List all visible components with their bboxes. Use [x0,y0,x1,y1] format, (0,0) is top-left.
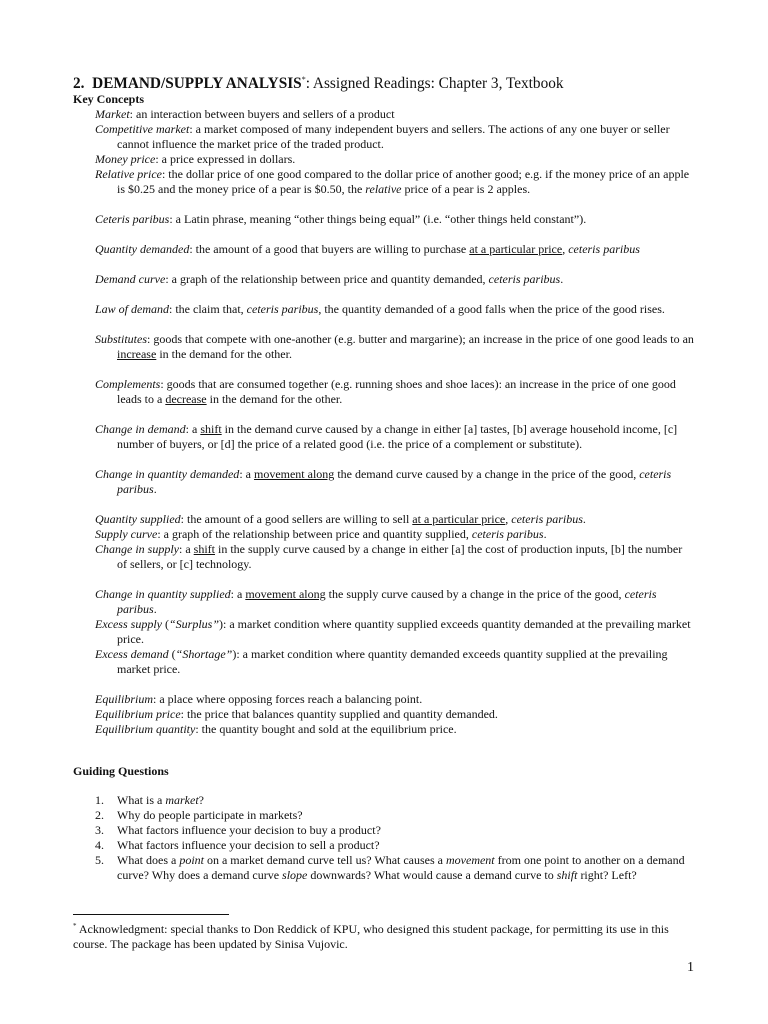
footnote-text: Acknowledgment: special thanks to Don Reddick of KPU, who designed this student package, for permitting its use in this course. The package has been updated by Sinisa Vujovic. [73,922,669,951]
assigned-readings: : Assigned Readings: Chapter 3, Textbook [305,75,564,93]
definition-law-of-demand: Law of demand: the claim that, ceteris paribus, the quantity demanded of a good falls when the price of the good rises. [95,302,665,316]
definition-complements: Complements: goods that are consumed together (e.g. running shoes and shoe laces): an increase in the price of one good leads to a decrease in the demand for the other. [95,377,676,406]
key-concepts-heading: Key Concepts [73,92,144,106]
definition-equilibrium-price: Equilibrium price: the price that balances quantity supplied and quantity demanded. [95,707,498,721]
title-footnote-mark: * [301,75,306,84]
definition-equilibrium: Equilibrium: a place where opposing forces reach a balancing point. [95,692,423,706]
question-item: 4. What factors influence your decision to sell a product? [95,838,380,852]
definition-quantity-demanded: Quantity demanded: the amount of a good that buyers are willing to purchase at a particular price, ceteris paribus [95,242,640,256]
section-number: 2. [73,75,85,93]
definition-supply-curve: Supply curve: a graph of the relationship between price and quantity supplied, ceteris paribus. [95,527,547,541]
footnote-mark: * [73,922,77,930]
definition-change-in-supply: Change in supply: a shift in the supply curve caused by a change in either [a] the cost of production inputs, [b] the number of sellers, or [c] technology. [95,542,683,571]
definition-excess-supply: Excess supply (“Surplus”): a market condition where quantity supplied exceeds quantity demanded at the prevailing market price. [95,617,691,646]
definition-excess-demand: Excess demand (“Shortage”): a market condition where quantity demanded exceeds quantity supplied at the prevailing market price. [95,647,668,676]
guiding-questions-heading: Guiding Questions [73,764,169,778]
footnote [73,919,693,952]
definition-change-in-quantity-supplied: Change in quantity supplied: a movement along the supply curve caused by a change in the price of the good, ceteris paribus. [95,587,657,616]
question-item: 2. Why do people participate in markets? [95,808,303,822]
definition-competitive-market: Competitive market: a market composed of many independent buyers and sellers. The actions of any one buyer or seller cannot influence the market price of the traded product. [95,122,670,151]
question-item: 5. What does a point on a market demand curve tell us? What causes a movement from one point to another on a demand curve? Why does a demand curve slope downwards? What would cause a demand curve to shift right? Left? [95,853,685,882]
definition-change-in-demand: Change in demand: a shift in the demand curve caused by a change in either [a] tastes, [b] average household income, [c] number of buyers, or [d] the price of a related good (i.e. the price of a complement or substitute). [95,422,678,451]
key-concepts-list [95,107,695,737]
section-title [73,75,564,93]
footnote-divider [73,914,229,915]
definition-money-price: Money price: a price expressed in dollars. [95,152,296,166]
guiding-questions-list [95,793,685,883]
definition-change-in-quantity-demanded: Change in quantity demanded: a movement along the demand curve caused by a change in the price of the good, ceteris paribus. [95,467,672,496]
question-item: 3. What factors influence your decision to buy a product? [95,823,381,837]
definition-relative-price: Relative price: the dollar price of one good compared to the dollar price of another good; e.g. if the money price of an apple is $0.25 and the money price of a pear is $0.50, the relative price of a pear is 2 apples. [95,167,690,196]
definition-equilibrium-quantity: Equilibrium quantity: the quantity bought and sold at the equilibrium price. [95,722,457,736]
section-heading: DEMAND/SUPPLY ANALYSIS [92,75,302,93]
definition-demand-curve: Demand curve: a graph of the relationship between price and quantity demanded, ceteris paribus. [95,272,564,286]
definition-quantity-supplied: Quantity supplied: the amount of a good sellers are willing to sell at a particular price, ceteris paribus. [95,512,586,526]
definition-substitutes: Substitutes: goods that compete with one-another (e.g. butter and margarine); an increase in the price of one good leads to an increase in the demand for the other. [95,332,694,361]
definition-market: Market: an interaction between buyers and sellers of a product [95,107,395,121]
definition-ceteris-paribus: Ceteris paribus: a Latin phrase, meaning “other things being equal” (i.e. “other things held constant”). [95,212,587,226]
question-item: 1. What is a market? [95,793,204,807]
page-number: 1 [687,960,694,975]
